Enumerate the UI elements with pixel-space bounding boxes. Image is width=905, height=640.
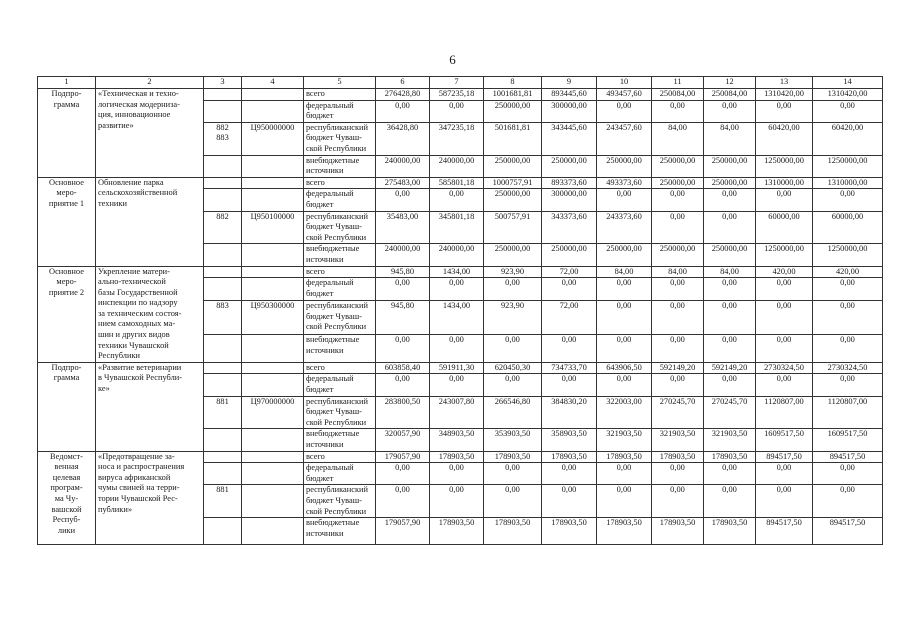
amount-cell: 84,00 (704, 122, 756, 155)
grbs-code-cell: 882 883 (204, 122, 242, 155)
funding-source-cell: всего (304, 362, 376, 374)
amount-cell: 0,00 (756, 278, 813, 301)
amount-cell: 0,00 (652, 463, 704, 485)
amount-cell: 358903,50 (542, 429, 597, 451)
amount-cell: 84,00 (652, 122, 704, 155)
amount-cell: 0,00 (756, 374, 813, 396)
amount-cell: 240000,00 (376, 155, 430, 177)
amount-cell: 0,00 (430, 189, 484, 211)
amount-cell: 300000,00 (542, 100, 597, 122)
amount-cell: 0,00 (813, 335, 883, 363)
amount-cell: 894517,50 (756, 451, 813, 463)
amount-cell: 1250000,00 (756, 155, 813, 177)
amount-cell: 345801,18 (430, 211, 484, 244)
amount-cell: 1001681,81 (484, 89, 542, 101)
amount-cell: 923,90 (484, 301, 542, 335)
amount-cell: 734733,70 (542, 362, 597, 374)
amount-cell: 585801,18 (430, 177, 484, 189)
amount-cell: 0,00 (484, 463, 542, 485)
code-cell-empty (204, 518, 242, 545)
amount-cell: 178903,50 (542, 518, 597, 545)
funding-source-cell: федеральный бюджет (304, 374, 376, 396)
amount-cell: 0,00 (597, 100, 652, 122)
program-type-cell: Основное меро- приятие 2 (38, 266, 96, 362)
amount-cell: 643906,50 (597, 362, 652, 374)
amount-cell: 0,00 (597, 189, 652, 211)
amount-cell: 0,00 (652, 278, 704, 301)
amount-cell: 250000,00 (652, 155, 704, 177)
amount-cell: 347235,18 (430, 122, 484, 155)
amount-cell: 894517,50 (813, 518, 883, 545)
amount-cell: 0,00 (484, 335, 542, 363)
header-cell: 3 (204, 77, 242, 89)
amount-cell: 178903,50 (704, 451, 756, 463)
amount-cell: 240000,00 (430, 155, 484, 177)
amount-cell: 1609517,50 (756, 429, 813, 451)
program-type-cell: Подпро- грамма (38, 362, 96, 451)
amount-cell: 322003,00 (597, 396, 652, 429)
code-cell-empty (242, 518, 304, 545)
amount-cell: 250000,00 (484, 155, 542, 177)
amount-cell: 894517,50 (756, 518, 813, 545)
amount-cell: 240000,00 (376, 244, 430, 266)
amount-cell: 0,00 (376, 463, 430, 485)
funding-source-cell: федеральный бюджет (304, 100, 376, 122)
amount-cell: 0,00 (542, 335, 597, 363)
amount-cell: 84,00 (652, 266, 704, 278)
amount-cell: 0,00 (704, 100, 756, 122)
amount-cell: 60420,00 (813, 122, 883, 155)
funding-source-cell: внебюджетные источники (304, 155, 376, 177)
amount-cell: 591911,30 (430, 362, 484, 374)
amount-cell: 243457,60 (597, 122, 652, 155)
amount-cell: 240000,00 (430, 244, 484, 266)
amount-cell: 420,00 (813, 266, 883, 278)
amount-cell: 0,00 (484, 485, 542, 518)
funding-source-cell: внебюджетные источники (304, 518, 376, 545)
header-cell: 14 (813, 77, 883, 89)
amount-cell: 0,00 (652, 211, 704, 244)
code-cell-empty (242, 278, 304, 301)
amount-cell: 343373,60 (542, 211, 597, 244)
amount-cell: 250000,00 (652, 244, 704, 266)
code-cell-empty (242, 155, 304, 177)
funding-source-cell: республиканский бюджет Чуваш- ской Республики (304, 301, 376, 335)
amount-cell: 0,00 (597, 278, 652, 301)
header-cell: 6 (376, 77, 430, 89)
amount-cell: 1120807,00 (756, 396, 813, 429)
amount-cell: 0,00 (813, 485, 883, 518)
table-row (38, 177, 883, 189)
program-name-cell: Обновление парка сельскохозяйственной техники (96, 177, 204, 266)
amount-cell: 0,00 (430, 100, 484, 122)
header-cell: 10 (597, 77, 652, 89)
amount-cell: 178903,50 (597, 451, 652, 463)
amount-cell: 0,00 (484, 374, 542, 396)
funding-source-cell: всего (304, 266, 376, 278)
page-number: 6 (449, 52, 456, 67)
amount-cell: 250000,00 (704, 177, 756, 189)
amount-cell: 0,00 (542, 485, 597, 518)
amount-cell: 1310420,00 (756, 89, 813, 101)
amount-cell: 0,00 (652, 189, 704, 211)
amount-cell: 1310420,00 (813, 89, 883, 101)
amount-cell: 36428,80 (376, 122, 430, 155)
code-cell-empty (242, 177, 304, 189)
amount-cell: 60420,00 (756, 122, 813, 155)
program-type-cell: Основное меро- приятие 1 (38, 177, 96, 266)
code-cell-empty (242, 374, 304, 396)
amount-cell: 0,00 (756, 100, 813, 122)
amount-cell: 300000,00 (542, 189, 597, 211)
amount-cell: 0,00 (597, 374, 652, 396)
amount-cell: 60000,00 (756, 211, 813, 244)
amount-cell: 1120807,00 (813, 396, 883, 429)
amount-cell: 0,00 (756, 463, 813, 485)
funding-source-cell: всего (304, 89, 376, 101)
program-name-cell: Укрепление матери- ально-технической базы Государственной инспекции по надзору за техническим состоя- нием самоходных ма- шин и других видов техники Чувашской Республики (96, 266, 204, 362)
amount-cell: 0,00 (813, 100, 883, 122)
code-cell-empty (242, 429, 304, 451)
amount-cell: 266546,80 (484, 396, 542, 429)
amount-cell: 178903,50 (430, 451, 484, 463)
amount-cell: 0,00 (704, 301, 756, 335)
code-cell-empty (204, 89, 242, 101)
amount-cell: 178903,50 (484, 451, 542, 463)
table-row (38, 362, 883, 374)
amount-cell: 320057,90 (376, 429, 430, 451)
amount-cell: 0,00 (704, 485, 756, 518)
amount-cell: 894517,50 (813, 451, 883, 463)
header-row (38, 77, 883, 89)
amount-cell: 250084,00 (652, 89, 704, 101)
amount-cell: 501681,81 (484, 122, 542, 155)
funding-source-cell: всего (304, 451, 376, 463)
amount-cell: 603858,40 (376, 362, 430, 374)
amount-cell: 178903,50 (484, 518, 542, 545)
amount-cell: 250000,00 (484, 189, 542, 211)
code-cell-empty (204, 244, 242, 266)
amount-cell: 275483,00 (376, 177, 430, 189)
amount-cell: 0,00 (542, 278, 597, 301)
header-cell: 11 (652, 77, 704, 89)
amount-cell: 0,00 (813, 189, 883, 211)
amount-cell: 250000,00 (652, 177, 704, 189)
amount-cell: 1250000,00 (756, 244, 813, 266)
amount-cell: 250000,00 (542, 155, 597, 177)
code-cell-empty (242, 451, 304, 463)
code-cell-empty (242, 463, 304, 485)
amount-cell: 250000,00 (597, 244, 652, 266)
amount-cell: 0,00 (704, 463, 756, 485)
amount-cell: 0,00 (704, 211, 756, 244)
grbs-code-cell: 883 (204, 301, 242, 335)
code-cell-empty (242, 362, 304, 374)
program-type-cell: Ведомст- венная целевая програм- ма Чу- вашской Респуб- лики (38, 451, 96, 545)
code-cell-empty (204, 177, 242, 189)
kbk-code-cell: Ц950100000 (242, 211, 304, 244)
amount-cell: 0,00 (376, 100, 430, 122)
amount-cell: 270245,70 (704, 396, 756, 429)
code-cell-empty (242, 266, 304, 278)
amount-cell: 0,00 (430, 278, 484, 301)
amount-cell: 0,00 (652, 301, 704, 335)
amount-cell: 592149,20 (704, 362, 756, 374)
code-cell-empty (242, 189, 304, 211)
amount-cell: 0,00 (376, 374, 430, 396)
code-cell-empty (242, 244, 304, 266)
amount-cell: 178903,50 (542, 451, 597, 463)
amount-cell: 500757,91 (484, 211, 542, 244)
amount-cell: 348903,50 (430, 429, 484, 451)
amount-cell: 35483,00 (376, 211, 430, 244)
program-type-cell: Подпро- грамма (38, 89, 96, 178)
amount-cell: 250000,00 (542, 244, 597, 266)
amount-cell: 0,00 (756, 485, 813, 518)
amount-cell: 250000,00 (597, 155, 652, 177)
amount-cell: 321903,50 (704, 429, 756, 451)
amount-cell: 283800,50 (376, 396, 430, 429)
header-cell: 2 (96, 77, 204, 89)
amount-cell: 321903,50 (652, 429, 704, 451)
amount-cell: 0,00 (652, 100, 704, 122)
amount-cell: 178903,50 (597, 518, 652, 545)
program-name-cell: «Техническая и техно- логическая модерниза- ция, инновационное развитие» (96, 89, 204, 178)
amount-cell: 60000,00 (813, 211, 883, 244)
amount-cell: 0,00 (430, 485, 484, 518)
amount-cell: 0,00 (652, 335, 704, 363)
code-cell-empty (242, 100, 304, 122)
grbs-code-cell: 882 (204, 211, 242, 244)
amount-cell: 587235,18 (430, 89, 484, 101)
table-row (38, 451, 883, 463)
amount-cell: 945,80 (376, 266, 430, 278)
amount-cell: 945,80 (376, 301, 430, 335)
amount-cell: 178903,50 (704, 518, 756, 545)
code-cell-empty (204, 155, 242, 177)
funding-source-cell: федеральный бюджет (304, 463, 376, 485)
amount-cell: 1250000,00 (813, 244, 883, 266)
table-row (38, 266, 883, 278)
amount-cell: 0,00 (813, 463, 883, 485)
kbk-code-cell: Ц950000000 (242, 122, 304, 155)
amount-cell: 0,00 (652, 485, 704, 518)
header-cell: 7 (430, 77, 484, 89)
amount-cell: 384830,20 (542, 396, 597, 429)
funding-source-cell: федеральный бюджет (304, 189, 376, 211)
amount-cell: 0,00 (376, 278, 430, 301)
amount-cell: 250000,00 (704, 155, 756, 177)
grbs-code-cell: 881 (204, 396, 242, 429)
amount-cell: 0,00 (813, 278, 883, 301)
header-cell: 9 (542, 77, 597, 89)
amount-cell: 0,00 (813, 301, 883, 335)
amount-cell: 1000757,91 (484, 177, 542, 189)
amount-cell: 2730324,50 (756, 362, 813, 374)
amount-cell: 0,00 (813, 374, 883, 396)
amount-cell: 0,00 (756, 335, 813, 363)
amount-cell: 0,00 (542, 463, 597, 485)
amount-cell: 592149,20 (652, 362, 704, 374)
amount-cell: 243373,60 (597, 211, 652, 244)
kbk-code-cell: Ц950300000 (242, 301, 304, 335)
amount-cell: 250000,00 (484, 100, 542, 122)
program-name-cell: «Развитие ветеринарии в Чувашской Республи- ке» (96, 362, 204, 451)
funding-source-cell: республиканский бюджет Чуваш- ской Республики (304, 211, 376, 244)
code-cell-empty (204, 335, 242, 363)
code-cell-empty (204, 362, 242, 374)
amount-cell: 0,00 (597, 463, 652, 485)
funding-source-cell: республиканский бюджет Чуваш- ской Республики (304, 396, 376, 429)
code-cell-empty (204, 463, 242, 485)
amount-cell: 0,00 (756, 301, 813, 335)
amount-cell: 493457,60 (597, 89, 652, 101)
header-cell: 8 (484, 77, 542, 89)
budget-table (37, 76, 883, 545)
amount-cell: 620450,30 (484, 362, 542, 374)
header-cell: 1 (38, 77, 96, 89)
amount-cell: 0,00 (430, 463, 484, 485)
amount-cell: 0,00 (652, 374, 704, 396)
amount-cell: 0,00 (484, 278, 542, 301)
code-cell-empty (204, 189, 242, 211)
code-cell-empty (204, 100, 242, 122)
amount-cell: 84,00 (704, 266, 756, 278)
amount-cell: 276428,80 (376, 89, 430, 101)
amount-cell: 179057,90 (376, 518, 430, 545)
funding-source-cell: республиканский бюджет Чуваш- ской Республики (304, 122, 376, 155)
amount-cell: 353903,50 (484, 429, 542, 451)
header-cell: 5 (304, 77, 376, 89)
amount-cell: 0,00 (597, 301, 652, 335)
funding-source-cell: республиканский бюджет Чуваш- ской Республики (304, 485, 376, 518)
header-cell: 13 (756, 77, 813, 89)
amount-cell: 0,00 (430, 335, 484, 363)
amount-cell: 178903,50 (652, 518, 704, 545)
amount-cell: 243007,80 (430, 396, 484, 429)
code-cell-empty (242, 335, 304, 363)
amount-cell: 1434,00 (430, 266, 484, 278)
amount-cell: 321903,50 (597, 429, 652, 451)
code-cell-empty (204, 429, 242, 451)
header-cell: 12 (704, 77, 756, 89)
grbs-code-cell: 881 (204, 485, 242, 518)
amount-cell: 0,00 (376, 335, 430, 363)
kbk-code-cell: Ц970000000 (242, 396, 304, 429)
code-cell-empty (204, 278, 242, 301)
amount-cell: 0,00 (704, 335, 756, 363)
amount-cell: 250000,00 (484, 244, 542, 266)
amount-cell: 2730324,50 (813, 362, 883, 374)
amount-cell: 0,00 (756, 189, 813, 211)
funding-source-cell: всего (304, 177, 376, 189)
amount-cell: 0,00 (542, 374, 597, 396)
amount-cell: 1434,00 (430, 301, 484, 335)
amount-cell: 493373,60 (597, 177, 652, 189)
amount-cell: 0,00 (376, 485, 430, 518)
funding-source-cell: внебюджетные источники (304, 335, 376, 363)
amount-cell: 0,00 (704, 278, 756, 301)
amount-cell: 270245,70 (652, 396, 704, 429)
funding-source-cell: федеральный бюджет (304, 278, 376, 301)
amount-cell: 178903,50 (652, 451, 704, 463)
code-cell-empty (242, 89, 304, 101)
amount-cell: 0,00 (704, 374, 756, 396)
amount-cell: 0,00 (597, 335, 652, 363)
amount-cell: 893445,60 (542, 89, 597, 101)
amount-cell: 0,00 (597, 485, 652, 518)
amount-cell: 923,90 (484, 266, 542, 278)
amount-cell: 0,00 (430, 374, 484, 396)
amount-cell: 1310000,00 (813, 177, 883, 189)
funding-source-cell: внебюджетные источники (304, 244, 376, 266)
amount-cell: 250084,00 (704, 89, 756, 101)
header-cell: 4 (242, 77, 304, 89)
program-name-cell: «Предотвращение за- носа и распространения вируса африканской чумы свиней на терри- тории Чувашской Рес- публики» (96, 451, 204, 545)
table-row (38, 89, 883, 101)
amount-cell: 72,00 (542, 301, 597, 335)
amount-cell: 420,00 (756, 266, 813, 278)
kbk-code-cell (242, 485, 304, 518)
amount-cell: 1609517,50 (813, 429, 883, 451)
amount-cell: 0,00 (376, 189, 430, 211)
funding-source-cell: внебюджетные источники (304, 429, 376, 451)
amount-cell: 84,00 (597, 266, 652, 278)
amount-cell: 178903,50 (430, 518, 484, 545)
code-cell-empty (204, 451, 242, 463)
amount-cell: 0,00 (704, 189, 756, 211)
amount-cell: 1310000,00 (756, 177, 813, 189)
code-cell-empty (204, 266, 242, 278)
amount-cell: 179057,90 (376, 451, 430, 463)
amount-cell: 250000,00 (704, 244, 756, 266)
amount-cell: 893373,60 (542, 177, 597, 189)
code-cell-empty (204, 374, 242, 396)
amount-cell: 343445,60 (542, 122, 597, 155)
amount-cell: 72,00 (542, 266, 597, 278)
amount-cell: 1250000,00 (813, 155, 883, 177)
